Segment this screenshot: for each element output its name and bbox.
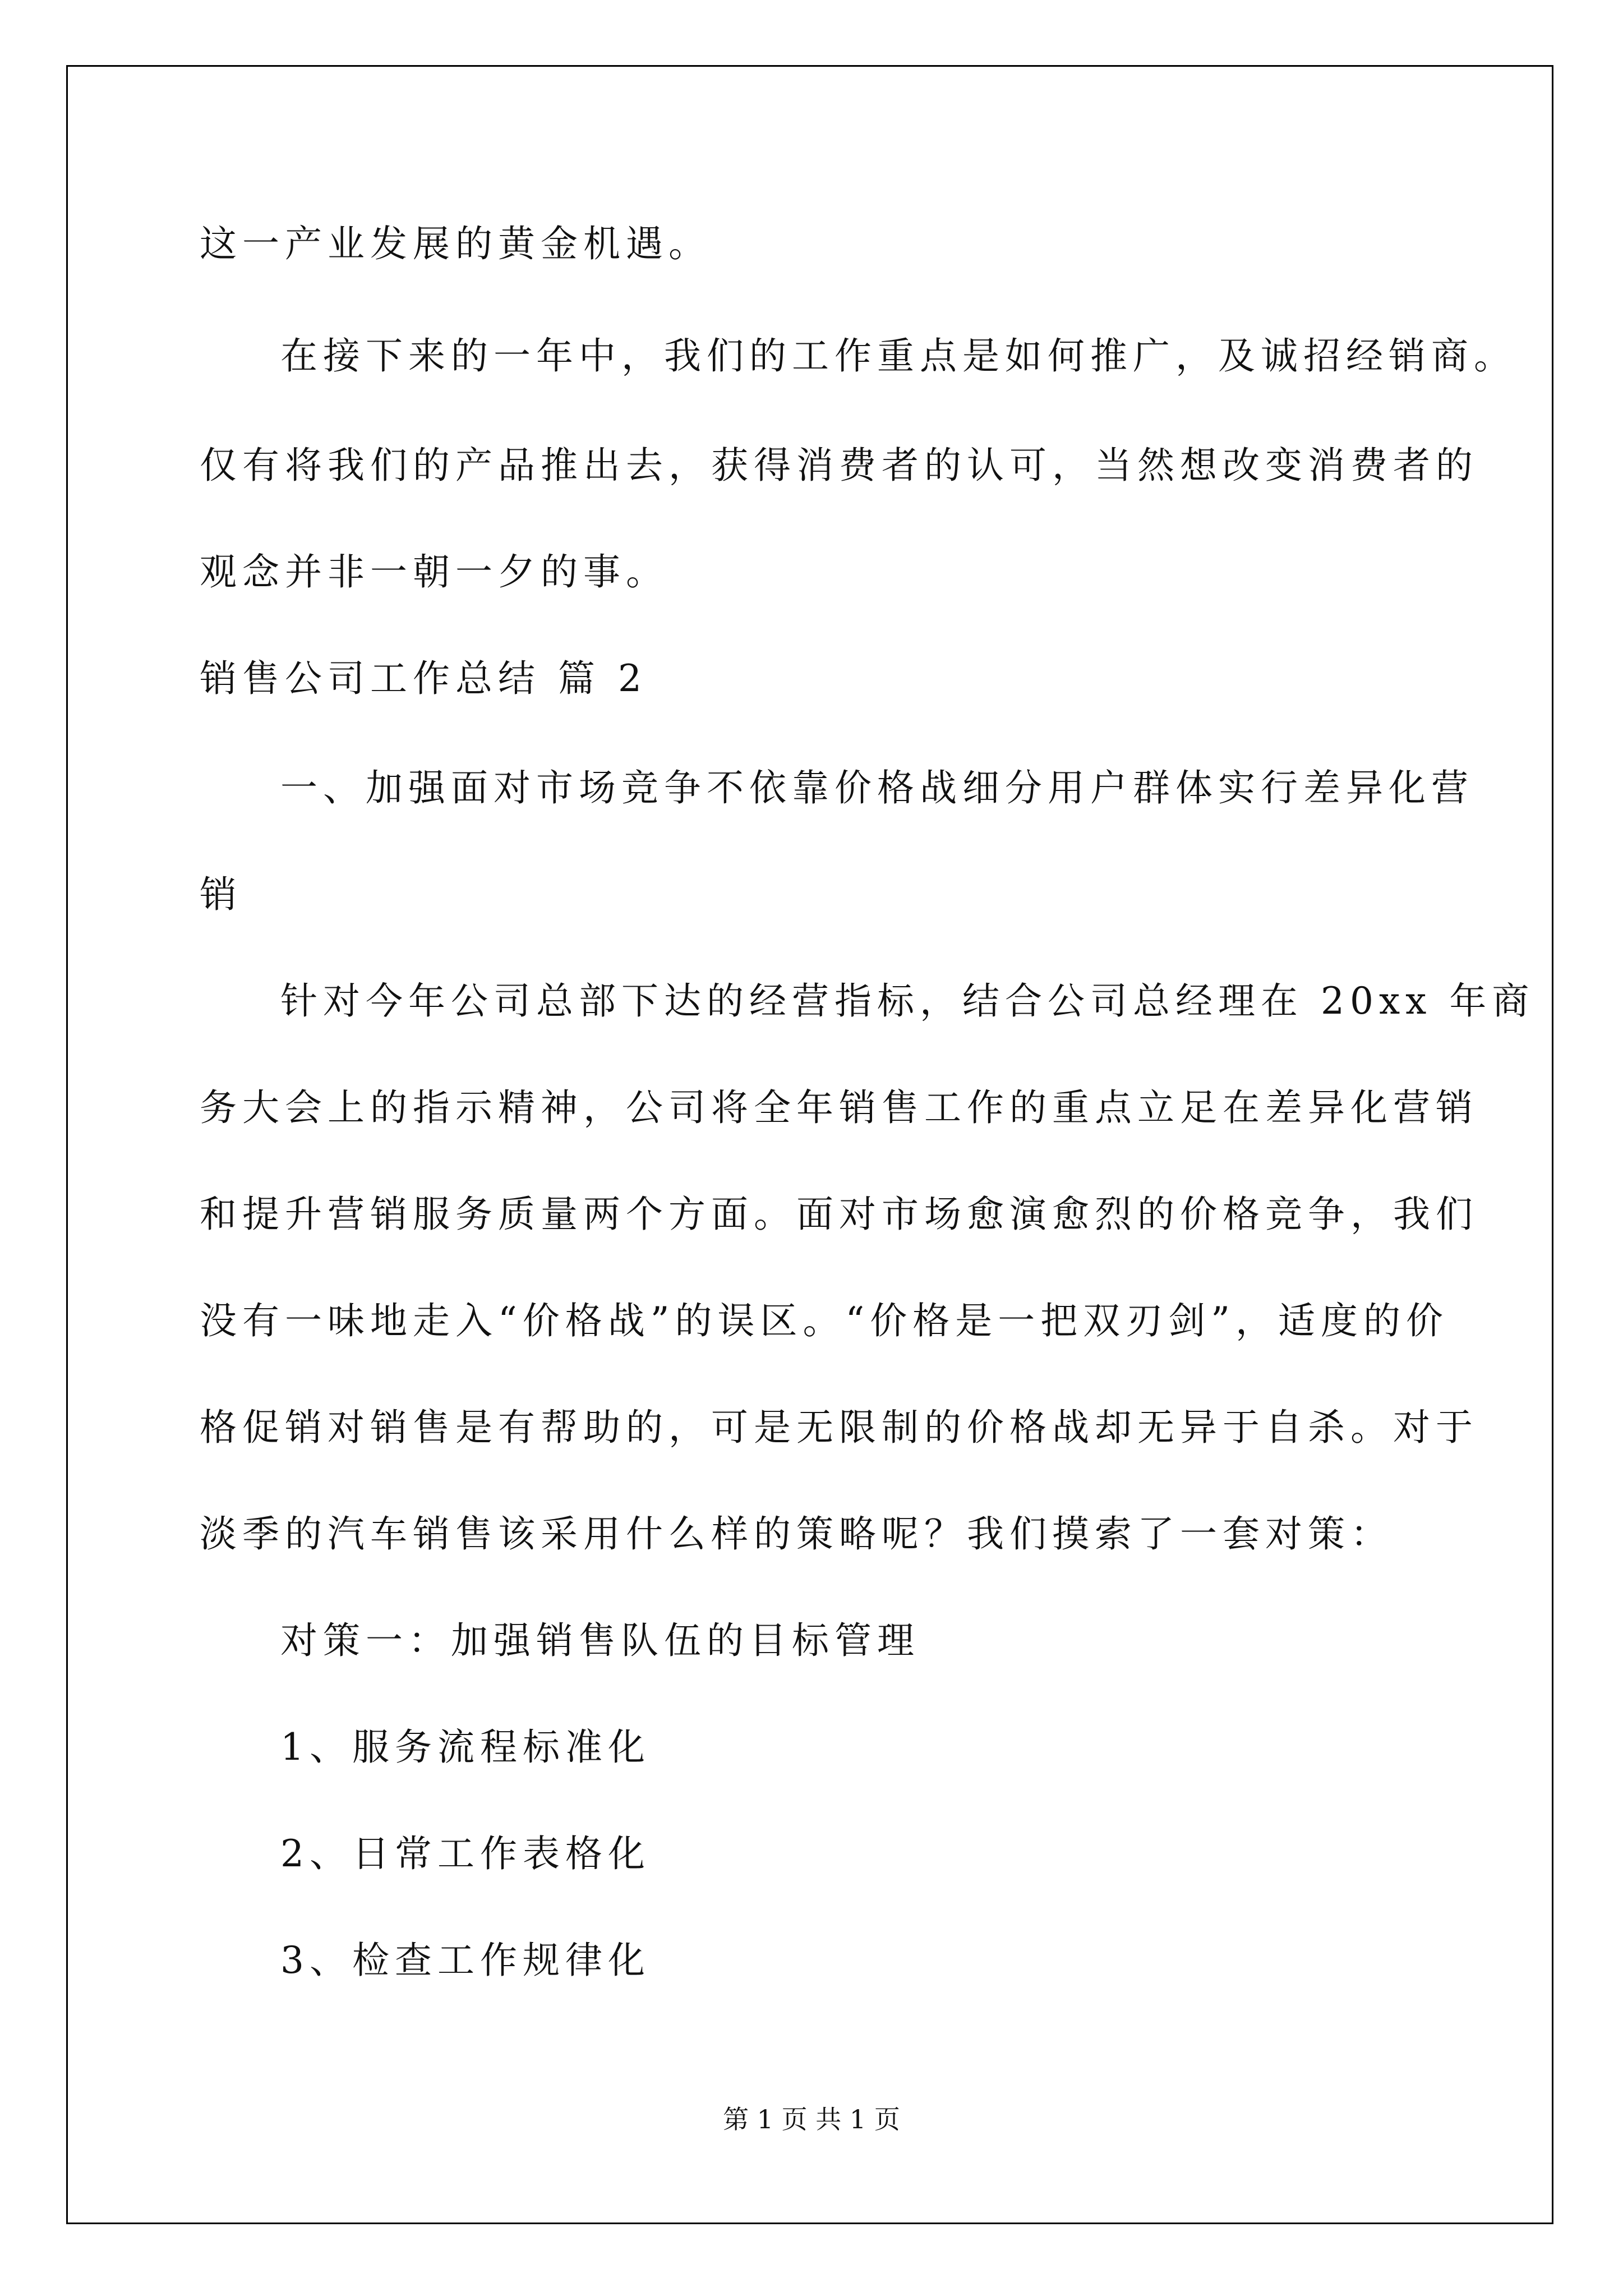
text-line-10: 和提升营销服务质量两个方面。面对市场愈演愈烈的价格竞争，我们: [200, 1193, 1478, 1236]
text-line-8: 针对今年公司总部下达的经营指标，结合公司总经理在 20xx 年商: [280, 979, 1535, 1023]
text-line-4: 观念并非一朝一夕的事。: [200, 550, 668, 593]
text-line-6: 一、加强面对市场竞争不依靠价格战细分用户群体实行差异化营: [280, 766, 1474, 809]
page-footer: 第 1 页 共 1 页: [723, 2104, 900, 2134]
text-line-13: 淡季的汽车销售该采用什么样的策略呢？我们摸索了一套对策：: [200, 1512, 1393, 1556]
text-line-7: 销: [200, 873, 242, 916]
text-line-3: 仅有将我们的产品推出去，获得消费者的认可，当然想改变消费者的: [200, 444, 1478, 487]
page-border: [66, 65, 1553, 2224]
text-line-11: 没有一味地走入“价格战”的误区。“价格是一把双刃剑”，适度的价: [200, 1299, 1449, 1342]
text-line-9: 务大会上的指示精神，公司将全年销售工作的重点立足在差异化营销: [200, 1086, 1478, 1129]
list-item-1: 1、服务流程标准化: [280, 1726, 651, 1769]
text-line-14: 对策一：加强销售队伍的目标管理: [280, 1619, 920, 1662]
list-item-2: 2、日常工作表格化: [280, 1832, 651, 1875]
text-line-12: 格促销对销售是有帮助的，可是无限制的价格战却无异于自杀。对于: [200, 1406, 1478, 1449]
text-line-1: 这一产业发展的黄金机遇。: [200, 222, 711, 265]
section-heading: 销售公司工作总结 篇 2: [200, 657, 647, 700]
list-item-3: 3、检查工作规律化: [280, 1939, 651, 1982]
text-line-2: 在接下来的一年中，我们的工作重点是如何推广，及诚招经销商。: [280, 334, 1516, 378]
